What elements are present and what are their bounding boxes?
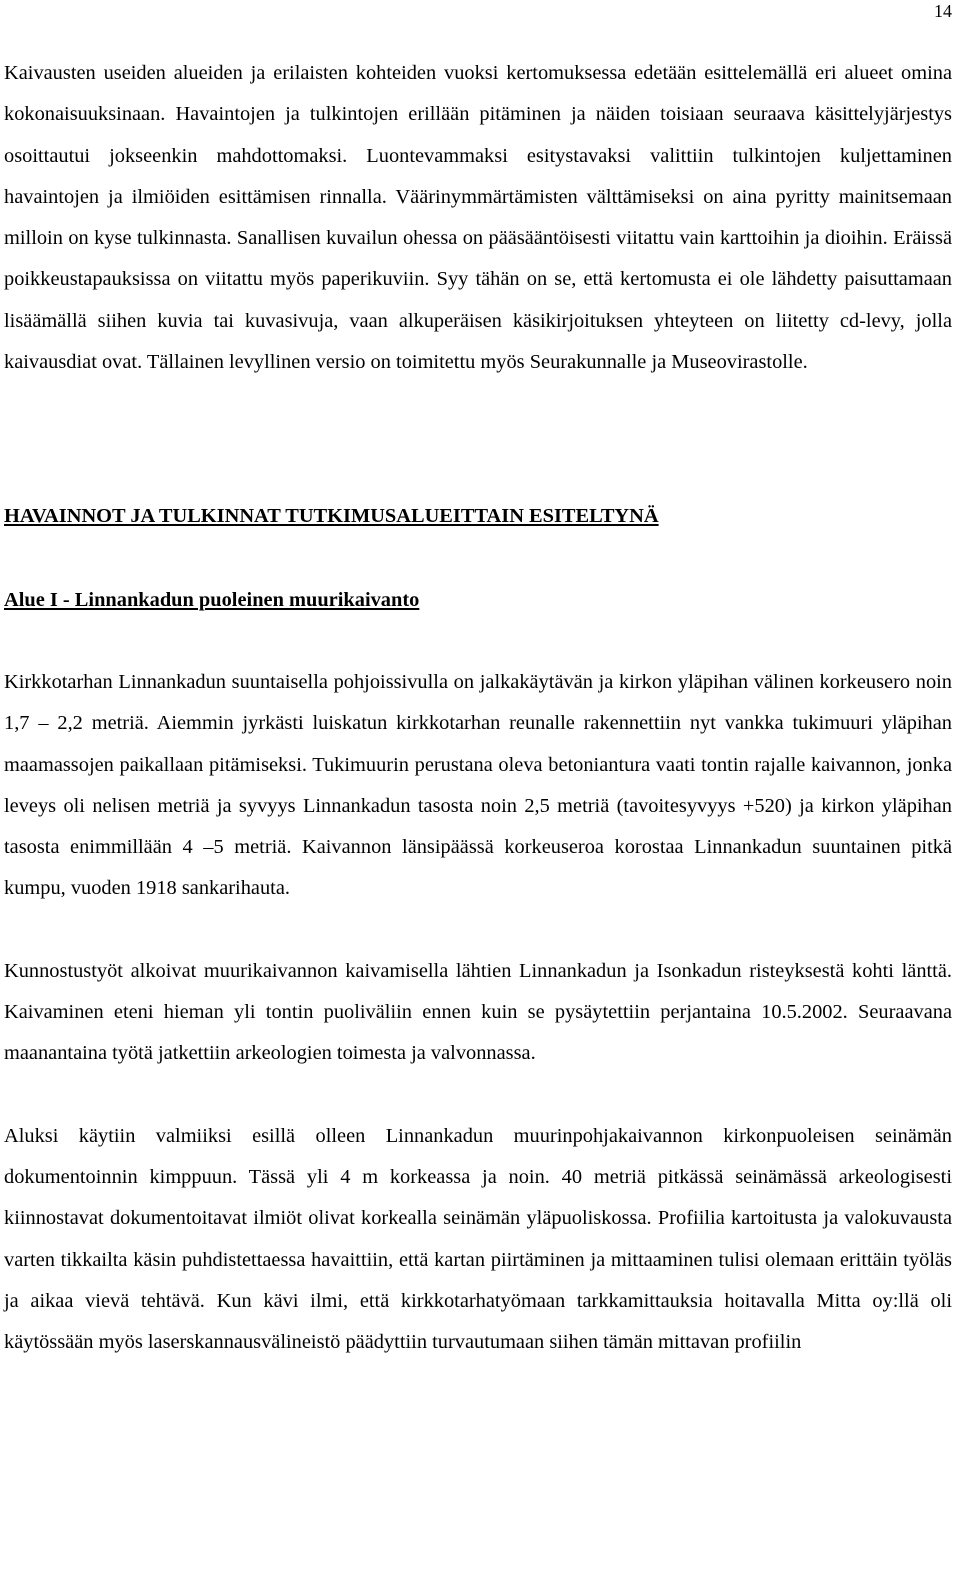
document-body: [4, 53, 952, 1363]
body-paragraph: Kirkkotarhan Linnankadun suuntaisella pohjoissivulla on jalkakäytävän ja kirkon yläpihan välinen korkeusero noin 1,7 – 2,2 metriä. Aiemmin jyrkästi luiskatun kirkkotarhan reunalle rakennettiin nyt vankka tukimuuri yläpihan maamassojen paikallaan pitämiseksi. Tukimuurin perustana oleva betoniantura vaati tontin rajalle kaivannon, jonka leveys oli nelisen metriä ja syvyys Linnankadun tasosta noin 2,5 metriä (tavoitesyvyys +520) ja kirkon yläpihan tasosta enimmillään 4 –5 metriä. Kaivannon länsipäässä korkeuseroa korostaa Linnankadun suuntainen pitkä kumpu, vuoden 1918 sankarihauta.: [4, 670, 952, 900]
page-number: 14: [934, 1, 952, 21]
subsection-heading: Alue I - Linnankadun puoleinen muurikaivanto: [4, 588, 420, 611]
intro-paragraph: Kaivausten useiden alueiden ja erilaisten kohteiden vuoksi kertomuksessa edetään esittelemällä eri alueet omina kokonaisuuksinaan. Havaintojen ja tulkintojen erillään pitäminen ja näiden toisiaan seuraava käsittelyjärjestys osoittautui jokseenkin mahdottomaksi. Luontevammaksi esitystavaksi valittiin tulkintojen kuljettaminen havaintojen ja ilmiöiden esittämisen rinnalla. Väärinymmärtämisten välttämiseksi on aina pyritty mainitsemaan milloin on kyse tulkinnasta. Sanallisen kuvailun ohessa on pääsääntöisesti viitattu vain karttoihin ja dioihin. Eräissä poikkeustapauksissa on viitattu myös paperikuviin. Syy tähän on se, että kertomusta ei ole lähdetty paisuttamaan lisäämällä siihen kuvia tai kuvasivuja, vaan alkuperäisen käsikirjoituksen yhteyteen on liitetty cd-levy, jolla kaivausdiat ovat. Tällainen levyllinen versio on toimitettu myös Seurakunnalle ja Museovirastolle.: [4, 62, 952, 374]
body-paragraph: Kunnostustyöt alkoivat muurikaivannon kaivamisella lähtien Linnankadun ja Isonkadun risteyksestä kohti länttä. Kaivaminen eteni hieman yli tontin puoliväliin ennen kuin se pysäytettiin perjantaina 10.5.2002. Seuraavana maanantaina työtä jatkettiin arkeologien toimesta ja valvonnassa.: [4, 959, 952, 1065]
body-paragraph: Aluksi käytiin valmiiksi esillä olleen Linnankadun muurinpohjakaivannon kirkonpuoleisen seinämän dokumentoinnin kimppuun. Tässä yli 4 m korkeassa ja noin. 40 metriä pitkässä seinämässä arkeologisesti kiinnostavat dokumentoitavat ilmiöt olivat korkealla seinämän yläpuoliskossa. Profiilia kartoitusta ja valokuvausta varten tikkailta käsin puhdistettaessa havaittiin, että kartan piirtäminen ja mittaaminen tulisi olemaan erittäin työläs ja aikaa vievä tehtävä. Kun kävi ilmi, että kirkkotarhatyömaan tarkkamittauksia hoitavalla Mitta oy:llä oli käytössään myös laserskannausvälineistö päädyttiin turvautumaan siihen tämän mittavan profiilin: [4, 1124, 952, 1354]
section-heading: HAVAINNOT JA TULKINNAT TUTKIMUSALUEITTAIN ESITELTYNÄ: [4, 505, 659, 528]
